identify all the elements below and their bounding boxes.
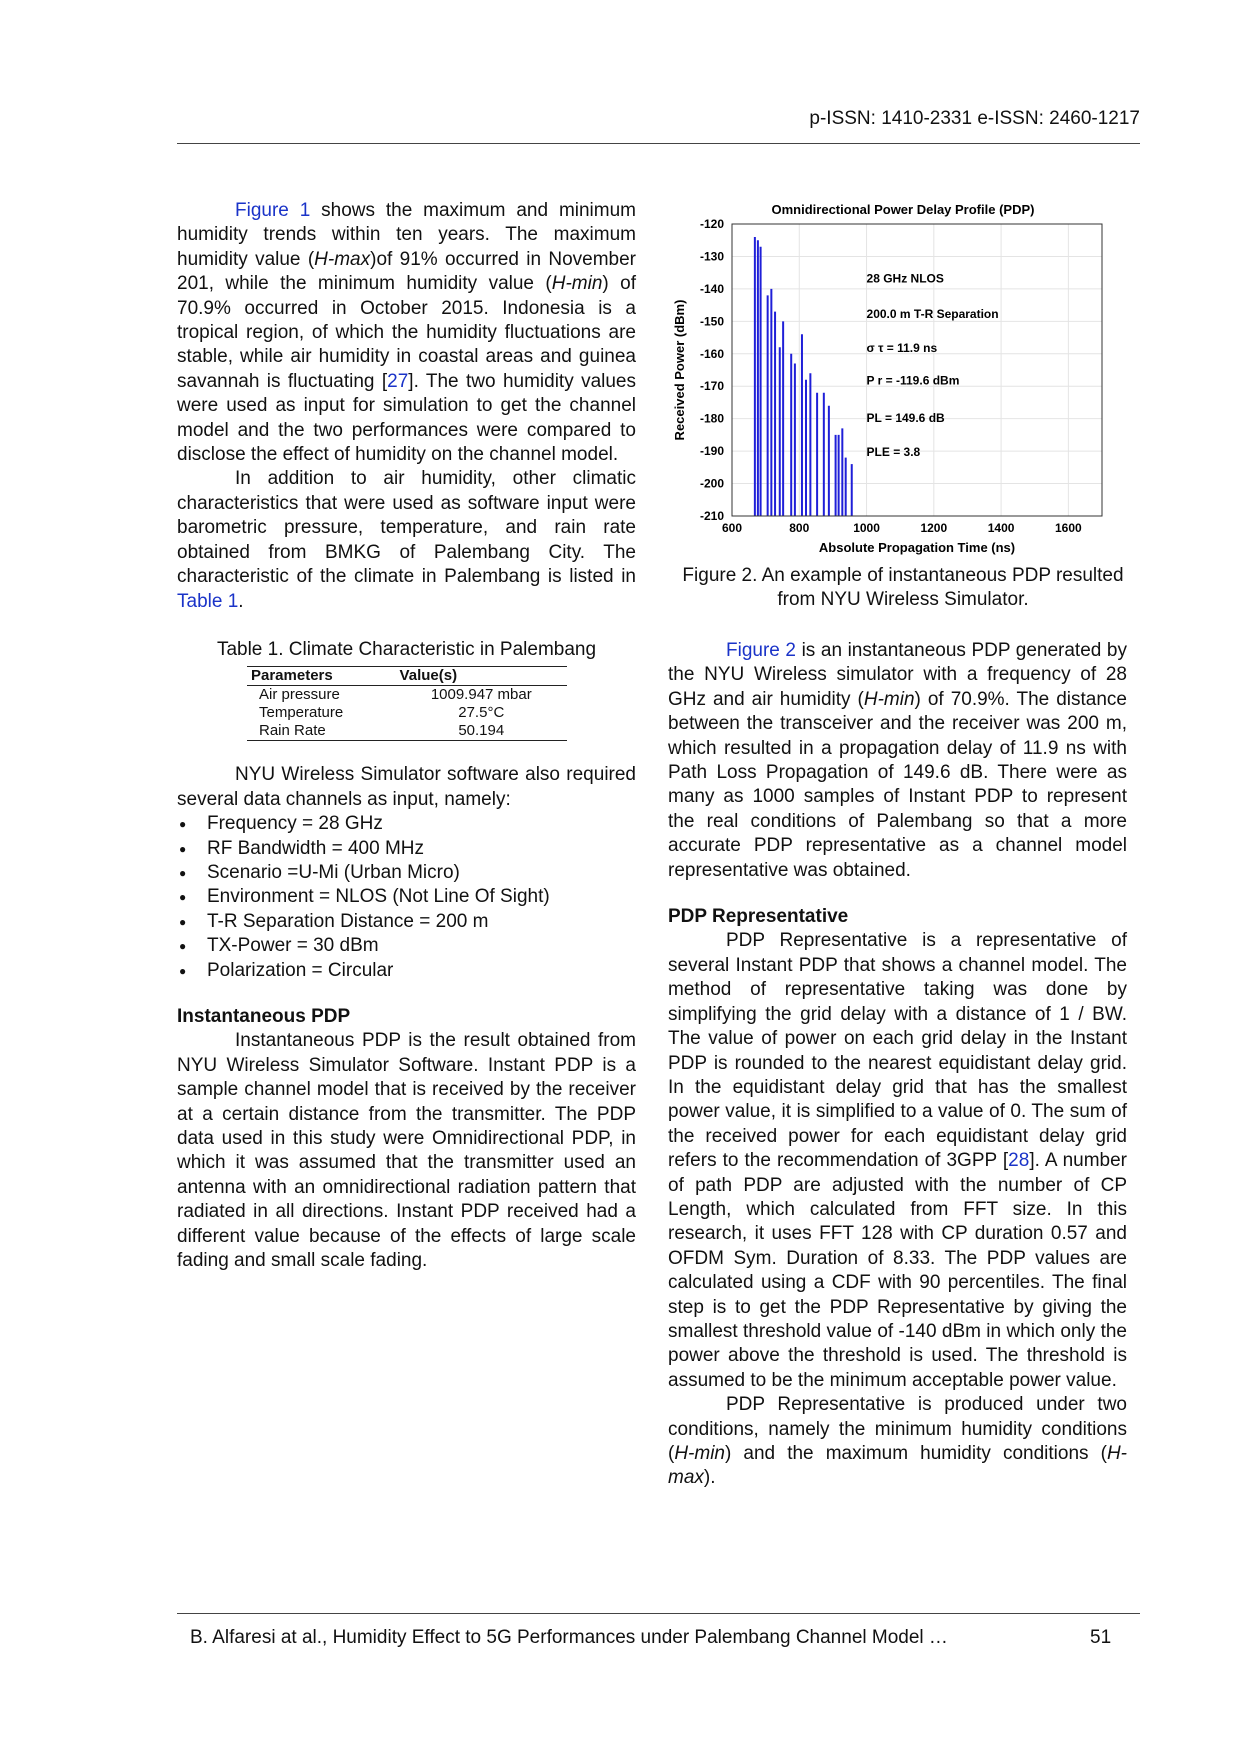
x-tick-label: 1000 [853, 521, 880, 535]
paragraph-nyu-inputs: NYU Wireless Simulator software also required several data channels as input, namely: [177, 764, 636, 810]
y-tick-label: -120 [699, 217, 724, 231]
paragraph-pdp-representative: PDP Representative is a representative of several Instant PDP that shows a channel model. The method of representative taking was done by simplifying the grid delay with a distance of 1 / BW. The value of power on each grid delay in the Instant PDP is rounded to the nearest equidistant delay grid. In the equidistant delay grid that has the smallest power value, it is simplified to a value of 0. The sum of the received power for each equidistant delay grid refers to the recommendation of 3GPP [28]. A number of path PDP are adjusted with the number of CP Length, which calculated from FFT size. In this research, it uses FFT 128 with CP duration 0.57 and OFDM Sym. Duration of 8.33. The PDP values are calculated using a CDF with 90 percentiles. The final step is to get the PDP Representative by giving the smallest threshold value of -140 dBm in which only the power above the threshold is used. The threshold is assumed to be the minimum acceptable power value. [668, 930, 1127, 1391]
chart-annotation: σ τ = 11.9 ns [866, 341, 938, 356]
table-cell: 50.194 [396, 722, 567, 741]
x-tick-label: 800 [789, 521, 810, 535]
table-cell: 27.5°C [458, 704, 505, 722]
table-cell: 1009.947 mbar [430, 686, 532, 704]
chart-annotation: 200.0 m T-R Separation [866, 307, 999, 322]
list-item: ● Polarization = Circular [207, 959, 636, 983]
chart-bars [755, 237, 852, 516]
figure-caption: Figure 2. An example of instantaneous PDP resulted from NYU Wireless Simulator. [682, 565, 1124, 610]
chart-grid [732, 224, 1102, 516]
table-cell: Air pressure [259, 686, 340, 704]
list-item: ● Frequency = 28 GHz [207, 812, 636, 836]
chart-annotation: 28 GHz NLOS [866, 271, 944, 286]
table-row [247, 722, 567, 741]
header-rule [177, 143, 1140, 144]
input-list [177, 812, 636, 983]
list-item: ● RF Bandwidth = 400 MHz [207, 837, 636, 861]
chart-annotation: PL = 149.6 dB [866, 410, 945, 425]
figure1-link[interactable]: Figure 1 [235, 200, 311, 221]
paragraph-instant-pdp: Instantaneous PDP is the result obtained from NYU Wireless Simulator Software. Instant PDP is a sample channel model that is received by the receiver at a certain distance from the transmitter. The PDP data used in this study were Omnidirectional PDP, in which it was assumed that the transmitter used an antenna with an omnidirectional radiation pattern that radiated in all directions. Instant PDP received had a different value because of the effects of large scale fading and small scale fading. [177, 1030, 636, 1272]
chart-annotation: PLE = 3.8 [866, 444, 921, 459]
x-axis-label: Absolute Propagation Time (ns) [818, 540, 1016, 555]
table-header: Parameters [247, 667, 396, 686]
list-item: ● Scenario =U-Mi (Urban Micro) [207, 861, 636, 885]
list-item: ● Environment = NLOS (Not Line Of Sight) [207, 885, 636, 909]
section-heading: PDP Representative [668, 906, 849, 928]
climate-table [247, 666, 567, 741]
plot-frame [732, 224, 1102, 516]
x-tick-label: 1600 [1055, 521, 1082, 535]
y-axis-label: Received Power (dBm) [672, 299, 687, 441]
table1-link[interactable]: Table 1 [177, 590, 239, 612]
paragraph-figure1: Figure 1 shows the maximum and minimum humidity trends within ten years. The maximum humidity value (H-max)of 91% occurred in November 201, while the minimum humidity value (H-min) of 70.9% occurred in October 2015. Indonesia is a tropical region, of which the humidity fluctuations are stable, while air humidity in coastal areas and guinea savannah is fluctuating [27]. The two humidity values were used as input for simulation to get the channel model and the two performances were compared to disclose the effect of humidity on the channel model. [177, 200, 637, 466]
table-row [247, 704, 567, 722]
section-heading: Instantaneous PDP [177, 1005, 351, 1027]
chart-annotations [867, 271, 999, 459]
page-number: 51 [1090, 1627, 1112, 1648]
list-item: ● T-R Separation Distance = 200 m [207, 910, 636, 934]
x-tick-label: 600 [721, 521, 743, 535]
table-row [247, 686, 567, 705]
list-item: ● TX-Power = 30 dBm [207, 934, 636, 958]
left-column [177, 199, 636, 1273]
ref-27-link[interactable]: 27 [387, 370, 409, 392]
y-tick-label: -160 [699, 346, 724, 361]
table-caption: Table 1. Climate Characteristic in Palembang [216, 638, 597, 660]
y-tick-label: -180 [699, 411, 724, 426]
table-cell: Temperature [259, 704, 344, 722]
y-tick-label: -130 [699, 249, 724, 264]
pdp-chart [668, 198, 1128, 560]
y-tick-label: -170 [699, 379, 724, 394]
table-header: Value(s) [396, 667, 567, 686]
y-tick-label: -150 [699, 314, 724, 329]
y-tick-label: -190 [699, 444, 724, 459]
paragraph-figure2: Figure 2 is an instantaneous PDP generated by the NYU Wireless simulator with a frequency of 28 GHz and air humidity (H-min) of 70.9%. The distance between the transceiver and the receiver was 200 m, which resulted in a propagation delay of 11.9 ns with Path Loss Propagation of 149.6 dB. There were as many as 1000 samples of Instant PDP to represent the real conditions of Palembang so that a more accurate PDP representative as a channel model representative was obtained. [668, 640, 1127, 881]
paragraph-conditions: PDP Representative is produced under two conditions, namely the minimum humidity conditions (H-min) and the maximum humidity conditions (H-max). [668, 1394, 1127, 1489]
journal-issn: p-ISSN: 1410-2331 e-ISSN: 2460-1217 [809, 108, 1140, 129]
table-header-row [247, 667, 567, 686]
y-tick-label: -200 [699, 476, 724, 491]
chart-annotation: P r = -119.6 dBm [866, 373, 960, 388]
footer-citation: B. Alfaresi at al., Humidity Effect to 5G Performances under Palembang Channel Model … [190, 1627, 948, 1648]
chart-title: Omnidirectional Power Delay Profile (PDP) [771, 202, 1035, 217]
x-tick-label: 1400 [987, 521, 1015, 535]
ref-28-link[interactable]: 28 [1008, 1150, 1030, 1172]
footer-rule [177, 1613, 1140, 1614]
figure2-link[interactable]: Figure 2 [726, 640, 796, 661]
y-tick-label: -210 [699, 509, 724, 523]
x-tick-label: 1200 [920, 521, 948, 535]
table-cell: Rain Rate [247, 722, 396, 741]
paragraph-climate: In addition to air humidity, other climatic characteristics that were used as software input were barometric pressure, temperature, and rain rate obtained from BMKG of Palembang City. The characteristic of the climate in Palembang is listed in Table 1. [177, 468, 636, 612]
right-column [668, 639, 1127, 1491]
y-tick-label: -140 [699, 281, 724, 296]
